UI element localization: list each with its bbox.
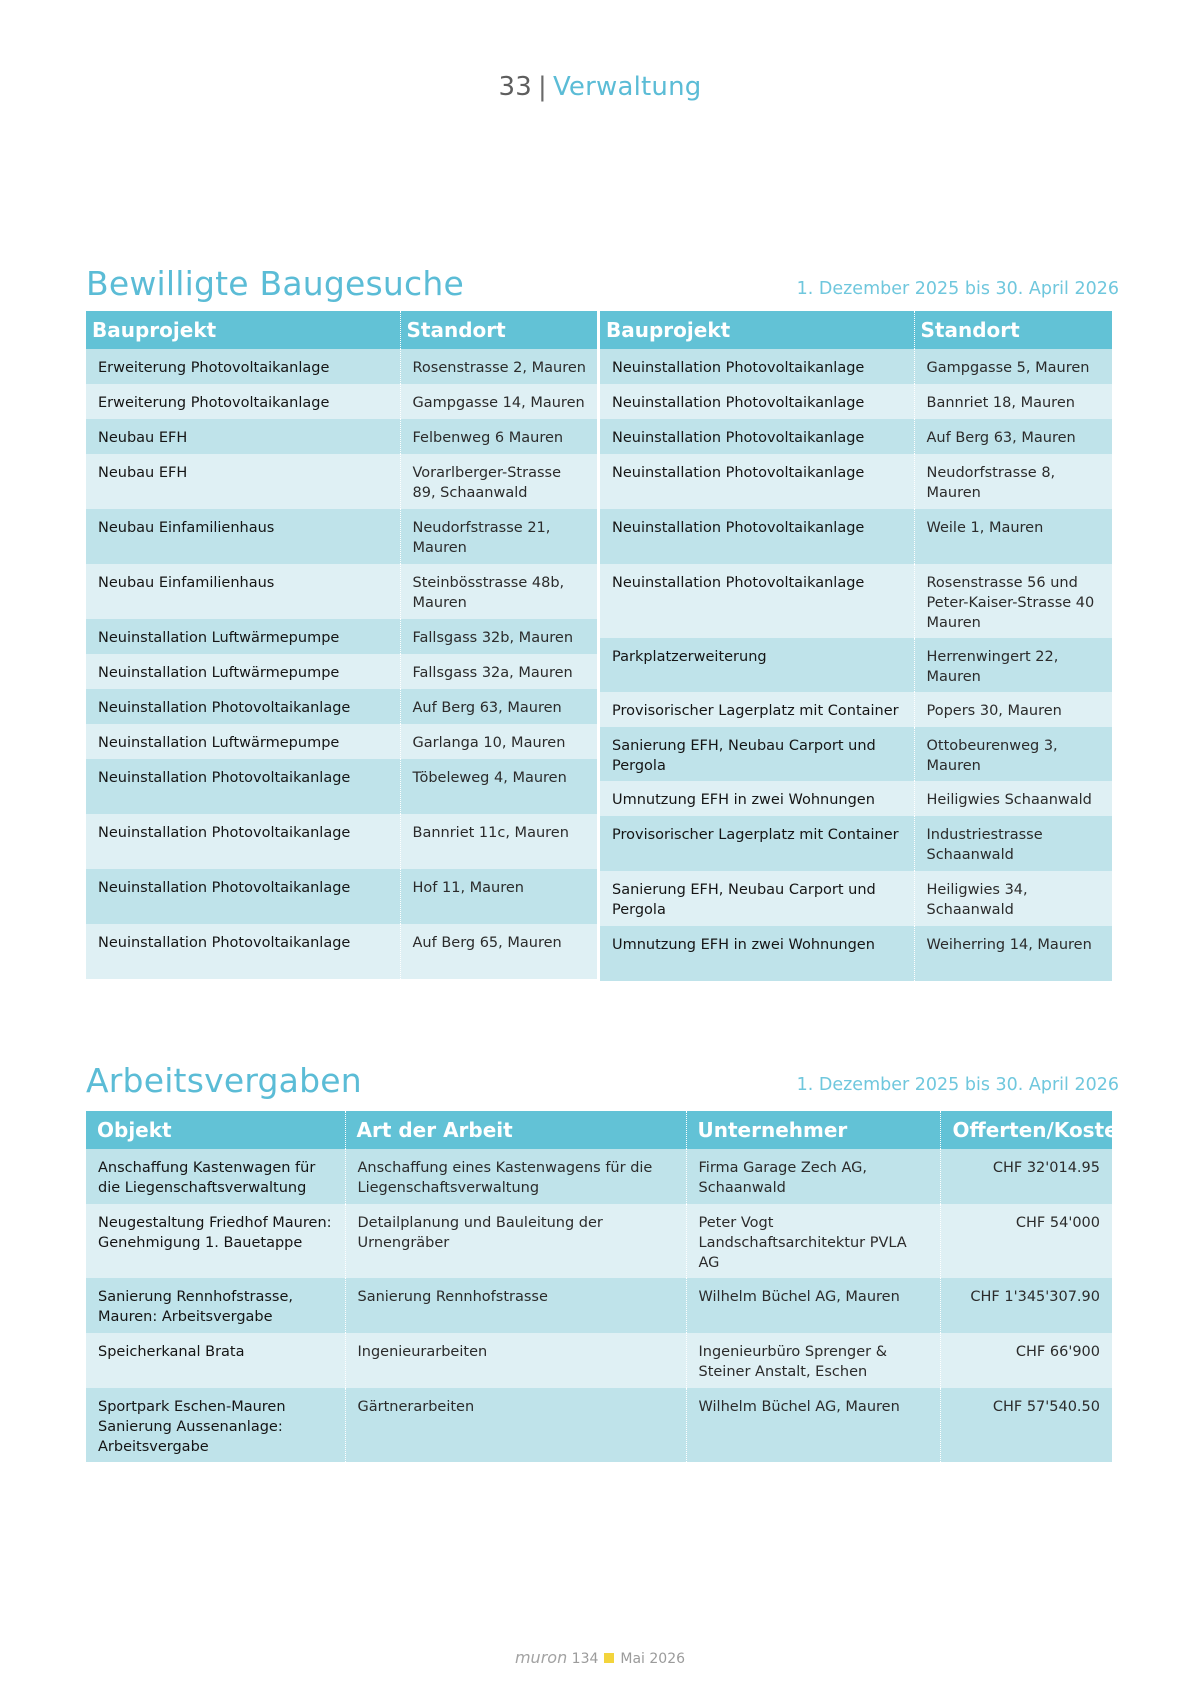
table-row [86, 1149, 1112, 1204]
yellow-square-icon [604, 1653, 614, 1663]
table-row [600, 454, 1112, 509]
table-row [86, 564, 597, 619]
object-cell: Sportpark Eschen-Mauren Sanierung Aussenanlage: Arbeitsvergabe [86, 1388, 345, 1462]
project-cell: Neubau Einfamilienhaus [86, 509, 400, 564]
table-row [86, 384, 597, 419]
location-cell: Gampgasse 14, Mauren [400, 384, 597, 419]
arbeitsvergaben-table [86, 1111, 1132, 1462]
location-cell: Rosenstrasse 56 und Peter-Kaiser-Strasse 40 Mauren [914, 564, 1112, 638]
table-row [600, 816, 1112, 871]
project-cell: Neubau EFH [86, 419, 400, 454]
table-row [600, 384, 1112, 419]
cost-cell: CHF 32'014.95 [940, 1149, 1112, 1204]
project-cell: Provisorischer Lagerplatz mit Container [600, 692, 914, 727]
table-row [86, 419, 597, 454]
page-header [0, 70, 1200, 104]
object-cell: Neugestaltung Friedhof Mauren: Genehmigung 1. Bauetappe [86, 1204, 345, 1278]
table-row [86, 1204, 1112, 1278]
object-cell: Anschaffung Kastenwagen für die Liegenschaftsverwaltung [86, 1149, 345, 1204]
issue-number: 134 [571, 1651, 599, 1667]
contractor-cell: Wilhelm Büchel AG, Mauren [686, 1388, 940, 1462]
table-row [600, 349, 1112, 384]
location-cell: Rosenstrasse 2, Mauren [400, 349, 597, 384]
location-cell: Auf Berg 65, Mauren [400, 924, 597, 979]
table-row [86, 814, 597, 869]
table-row [600, 419, 1112, 454]
table-header-row [86, 1111, 1112, 1149]
work-cell: Sanierung Rennhofstrasse [345, 1278, 686, 1333]
header-separator: | [537, 72, 547, 102]
table-row [86, 1388, 1112, 1462]
project-cell: Neuinstallation Photovoltaikanlage [600, 509, 914, 564]
project-cell: Neuinstallation Luftwärmepumpe [86, 724, 400, 759]
cost-cell: CHF 57'540.50 [940, 1388, 1112, 1462]
table-row [86, 619, 597, 654]
column-header-art-der-arbeit: Art der Arbeit [345, 1111, 686, 1149]
table-row [600, 781, 1112, 816]
location-cell: Fallsgass 32b, Mauren [400, 619, 597, 654]
section-name: Verwaltung [552, 72, 702, 102]
cost-cell: CHF 54'000 [940, 1204, 1112, 1278]
location-cell: Heiligwies Schaanwald [914, 781, 1112, 816]
table-row [600, 638, 1112, 692]
table-row [86, 1333, 1112, 1388]
column-header-kosten: Offerten/Kosten [940, 1111, 1112, 1149]
object-cell: Sanierung Rennhofstrasse, Mauren: Arbeitsvergabe [86, 1278, 345, 1333]
work-cell: Anschaffung eines Kastenwagens für die Liegenschaftsverwaltung [345, 1149, 686, 1204]
baugesuche-table-left [86, 311, 597, 979]
page-footer [0, 1649, 1200, 1668]
table-row [86, 869, 597, 924]
table-row [600, 871, 1112, 926]
table-row [86, 509, 597, 564]
table-row [86, 654, 597, 689]
contractor-cell: Firma Garage Zech AG, Schaanwald [686, 1149, 940, 1204]
project-cell: Provisorischer Lagerplatz mit Container [600, 816, 914, 871]
project-cell: Neuinstallation Photovoltaikanlage [86, 759, 400, 814]
project-cell: Neuinstallation Photovoltaikanlage [600, 454, 914, 509]
location-cell: Gampgasse 5, Mauren [914, 349, 1112, 384]
column-header-bauprojekt: Bauprojekt [86, 311, 400, 349]
location-cell: Bannriet 18, Mauren [914, 384, 1112, 419]
project-cell: Neuinstallation Photovoltaikanlage [86, 869, 400, 924]
page-number: 33 [498, 72, 532, 102]
issue-date: Mai 2026 [620, 1651, 686, 1667]
column-header-standort: Standort [914, 311, 1112, 349]
location-cell: Bannriet 11c, Mauren [400, 814, 597, 869]
project-cell: Neuinstallation Photovoltaikanlage [86, 924, 400, 979]
project-cell: Neuinstallation Luftwärmepumpe [86, 654, 400, 689]
location-cell: Auf Berg 63, Mauren [400, 689, 597, 724]
cost-cell: CHF 66'900 [940, 1333, 1112, 1388]
magazine-brand: muron [514, 1648, 568, 1667]
column-header-bauprojekt: Bauprojekt [600, 311, 914, 349]
location-cell: Heiligwies 34, Schaanwald [914, 871, 1112, 926]
table-header-row [86, 311, 597, 349]
column-header-objekt: Objekt [86, 1111, 345, 1149]
project-cell: Sanierung EFH, Neubau Carport und Pergola [600, 727, 914, 781]
column-header-standort: Standort [400, 311, 597, 349]
location-cell: Steinbösstrasse 48b, Mauren [400, 564, 597, 619]
work-cell: Ingenieurarbeiten [345, 1333, 686, 1388]
location-cell: Hof 11, Mauren [400, 869, 597, 924]
project-cell: Neuinstallation Photovoltaikanlage [600, 384, 914, 419]
project-cell: Neubau Einfamilienhaus [86, 564, 400, 619]
table-header-row [600, 311, 1112, 349]
object-cell: Speicherkanal Brata [86, 1333, 345, 1388]
project-cell: Parkplatzerweiterung [600, 638, 914, 692]
baugesuche-table-right [600, 311, 1112, 981]
location-cell: Ottobeurenweg 3, Mauren [914, 727, 1112, 781]
table-row [600, 692, 1112, 727]
project-cell: Neuinstallation Photovoltaikanlage [600, 349, 914, 384]
location-cell: Vorarlberger-Strasse 89, Schaanwald [400, 454, 597, 509]
table-row [86, 454, 597, 509]
contractor-cell: Peter Vogt Landschaftsarchitektur PVLA AG [686, 1204, 940, 1278]
table-row [600, 509, 1112, 564]
table-row [86, 349, 597, 384]
project-cell: Neuinstallation Photovoltaikanlage [600, 419, 914, 454]
location-cell: Neudorfstrasse 21, Mauren [400, 509, 597, 564]
baugesuche-period: 1. Dezember 2025 bis 30. April 2026 [796, 279, 1119, 299]
table-row [600, 727, 1112, 781]
arbeitsvergaben-title: Arbeitsvergaben [86, 1061, 362, 1100]
project-cell: Neuinstallation Photovoltaikanlage [86, 689, 400, 724]
arbeitsvergaben-period: 1. Dezember 2025 bis 30. April 2026 [796, 1075, 1119, 1095]
contractor-cell: Ingenieurbüro Sprenger & Steiner Anstalt, Eschen [686, 1333, 940, 1388]
table-row [600, 926, 1112, 981]
location-cell: Neudorfstrasse 8, Mauren [914, 454, 1112, 509]
location-cell: Herrenwingert 22, Mauren [914, 638, 1112, 692]
project-cell: Neuinstallation Photovoltaikanlage [600, 564, 914, 638]
project-cell: Umnutzung EFH in zwei Wohnungen [600, 781, 914, 816]
project-cell: Neuinstallation Photovoltaikanlage [86, 814, 400, 869]
location-cell: Felbenweg 6 Mauren [400, 419, 597, 454]
baugesuche-title: Bewilligte Baugesuche [86, 264, 464, 303]
table-row [600, 564, 1112, 638]
location-cell: Fallsgass 32a, Mauren [400, 654, 597, 689]
project-cell: Umnutzung EFH in zwei Wohnungen [600, 926, 914, 981]
location-cell: Töbeleweg 4, Mauren [400, 759, 597, 814]
table-row [86, 924, 597, 979]
location-cell: Auf Berg 63, Mauren [914, 419, 1112, 454]
table-row [86, 724, 597, 759]
table-row [86, 689, 597, 724]
location-cell: Weiherring 14, Mauren [914, 926, 1112, 981]
location-cell: Weile 1, Mauren [914, 509, 1112, 564]
work-cell: Detailplanung und Bauleitung der Urnengräber [345, 1204, 686, 1278]
cost-cell: CHF 1'345'307.90 [940, 1278, 1112, 1333]
project-cell: Neubau EFH [86, 454, 400, 509]
project-cell: Sanierung EFH, Neubau Carport und Pergola [600, 871, 914, 926]
location-cell: Industriestrasse Schaanwald [914, 816, 1112, 871]
work-cell: Gärtnerarbeiten [345, 1388, 686, 1462]
table-row [86, 1278, 1112, 1333]
table-row [86, 759, 597, 814]
column-header-unternehmer: Unternehmer [686, 1111, 940, 1149]
project-cell: Erweiterung Photovoltaikanlage [86, 349, 400, 384]
project-cell: Neuinstallation Luftwärmepumpe [86, 619, 400, 654]
location-cell: Popers 30, Mauren [914, 692, 1112, 727]
location-cell: Garlanga 10, Mauren [400, 724, 597, 759]
project-cell: Erweiterung Photovoltaikanlage [86, 384, 400, 419]
contractor-cell: Wilhelm Büchel AG, Mauren [686, 1278, 940, 1333]
